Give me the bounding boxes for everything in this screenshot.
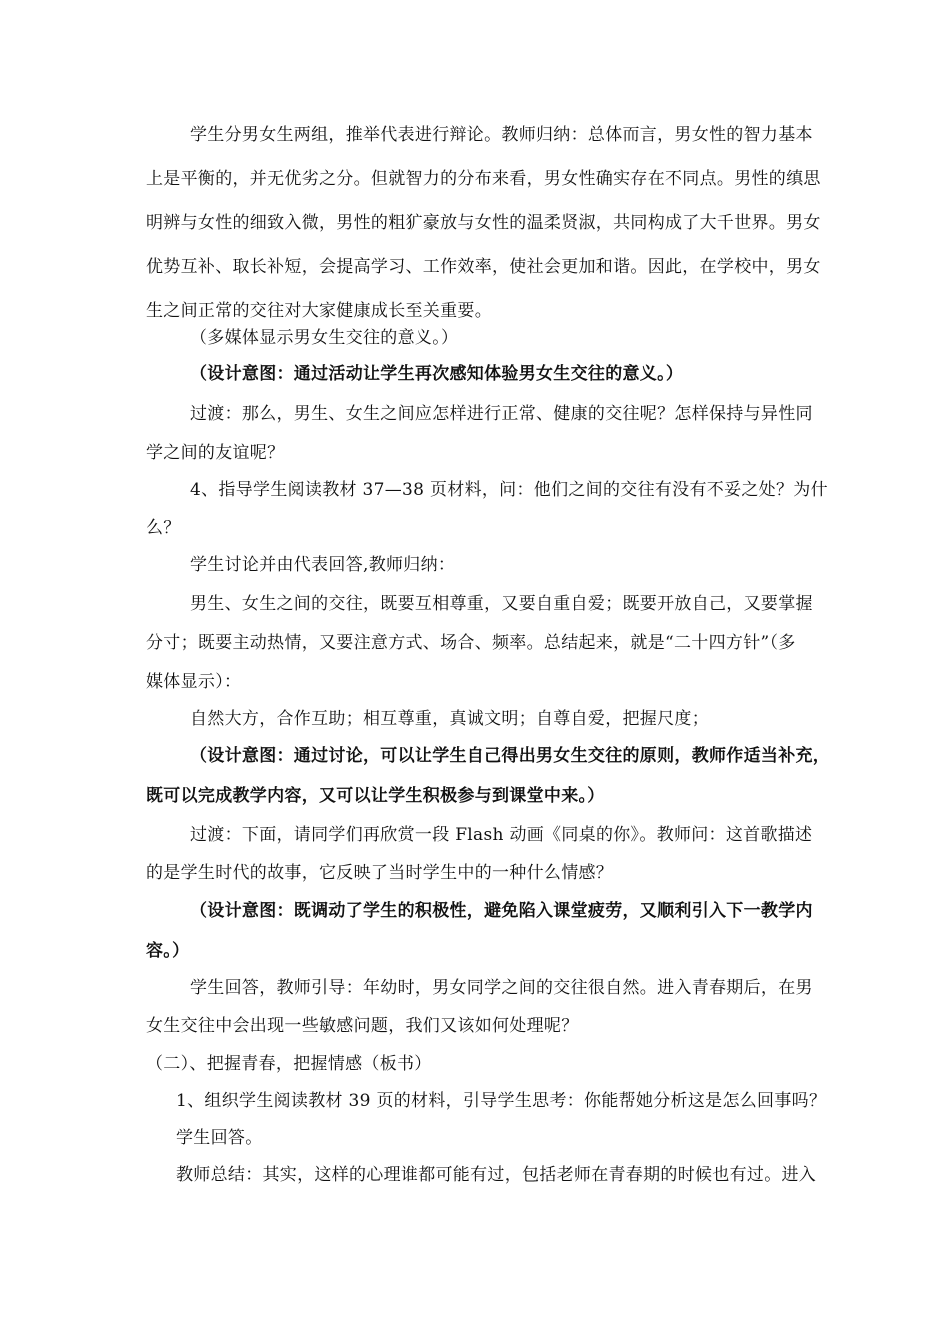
text-line: 上是平衡的，并无优劣之分。但就智力的分布来看，男女性确实存在不同点。男性的缜思 — [146, 169, 821, 189]
text-line: 自然大方，合作互助；相互尊重，真诚文明；自尊自爱，把握尺度； — [190, 709, 709, 729]
text-line: 的是学生时代的故事，它反映了当时学生中的一种什么情感？ — [146, 863, 614, 883]
text-line: 学生回答。 — [176, 1128, 263, 1148]
text-line: 1、组织学生阅读教材 39 页的材料，引导学生思考：你能帮她分析这是怎么回事吗？ — [176, 1091, 827, 1111]
text-line: 学生讨论并由代表回答,教师归纳： — [190, 555, 456, 575]
design-intent-line: （设计意图：既调动了学生的积极性，避免陷入课堂疲劳，又顺利引入下一教学内 — [190, 901, 813, 921]
text-line: 男生、女生之间的交往，既要互相尊重，又要自重自爱；既要开放自己，又要掌握 — [190, 594, 813, 614]
design-intent-line: （设计意图：通过活动让学生再次感知体验男女生交往的意义。） — [190, 364, 684, 384]
text-line: 过渡：那么，男生、女生之间应怎样进行正常、健康的交往呢？怎样保持与异性同 — [190, 404, 813, 424]
text-line: 生之间正常的交往对大家健康成长至关重要。 — [146, 301, 492, 321]
text-line: 学生回答，教师引导：年幼时，男女同学之间的交往很自然。进入青春期后，在男 — [190, 978, 813, 998]
text-line: 媒体显示）： — [146, 672, 242, 692]
text-line: 过渡：下面，请同学们再欣赏一段 Flash 动画《同桌的你》。教师问：这首歌描述 — [190, 825, 813, 845]
text-line: 教师总结：其实，这样的心理谁都可能有过，包括老师在青春期的时候也有过。进入 — [176, 1165, 817, 1185]
design-intent-line: （设计意图：通过讨论，可以让学生自己得出男女生交往的原则，教师作适当补充， — [190, 746, 831, 766]
design-intent-line: 容。） — [146, 941, 190, 961]
text-line: 明辨与女性的细致入微，男性的粗犷豪放与女性的温柔贤淑，共同构成了大千世界。男女 — [146, 213, 821, 233]
text-line: 女生交往中会出现一些敏感问题，我们又该如何处理呢？ — [146, 1016, 579, 1036]
text-line: 4、指导学生阅读教材 37—38 页材料，问：他们之间的交往有没有不妥之处？为什 — [190, 480, 828, 500]
text-line: 么？ — [146, 518, 181, 538]
section-heading: （二）、把握青春，把握情感（板书） — [146, 1054, 432, 1074]
text-line: 分寸；既要主动热情，又要注意方式、场合、频率。总结起来，就是“二十四方针”（多 — [146, 633, 796, 653]
text-line: 优势互补、取长补短，会提高学习、工作效率，使社会更加和谐。因此，在学校中，男女 — [146, 257, 821, 277]
text-line: 学生分男女生两组，推举代表进行辩论。教师归纳：总体而言，男女性的智力基本 — [190, 125, 813, 145]
text-line: （多媒体显示男女生交往的意义。） — [190, 328, 459, 348]
design-intent-line: 既可以完成教学内容，又可以让学生积极参与到课堂中来。） — [146, 786, 605, 806]
text-line: 学之间的友谊呢？ — [146, 443, 285, 463]
